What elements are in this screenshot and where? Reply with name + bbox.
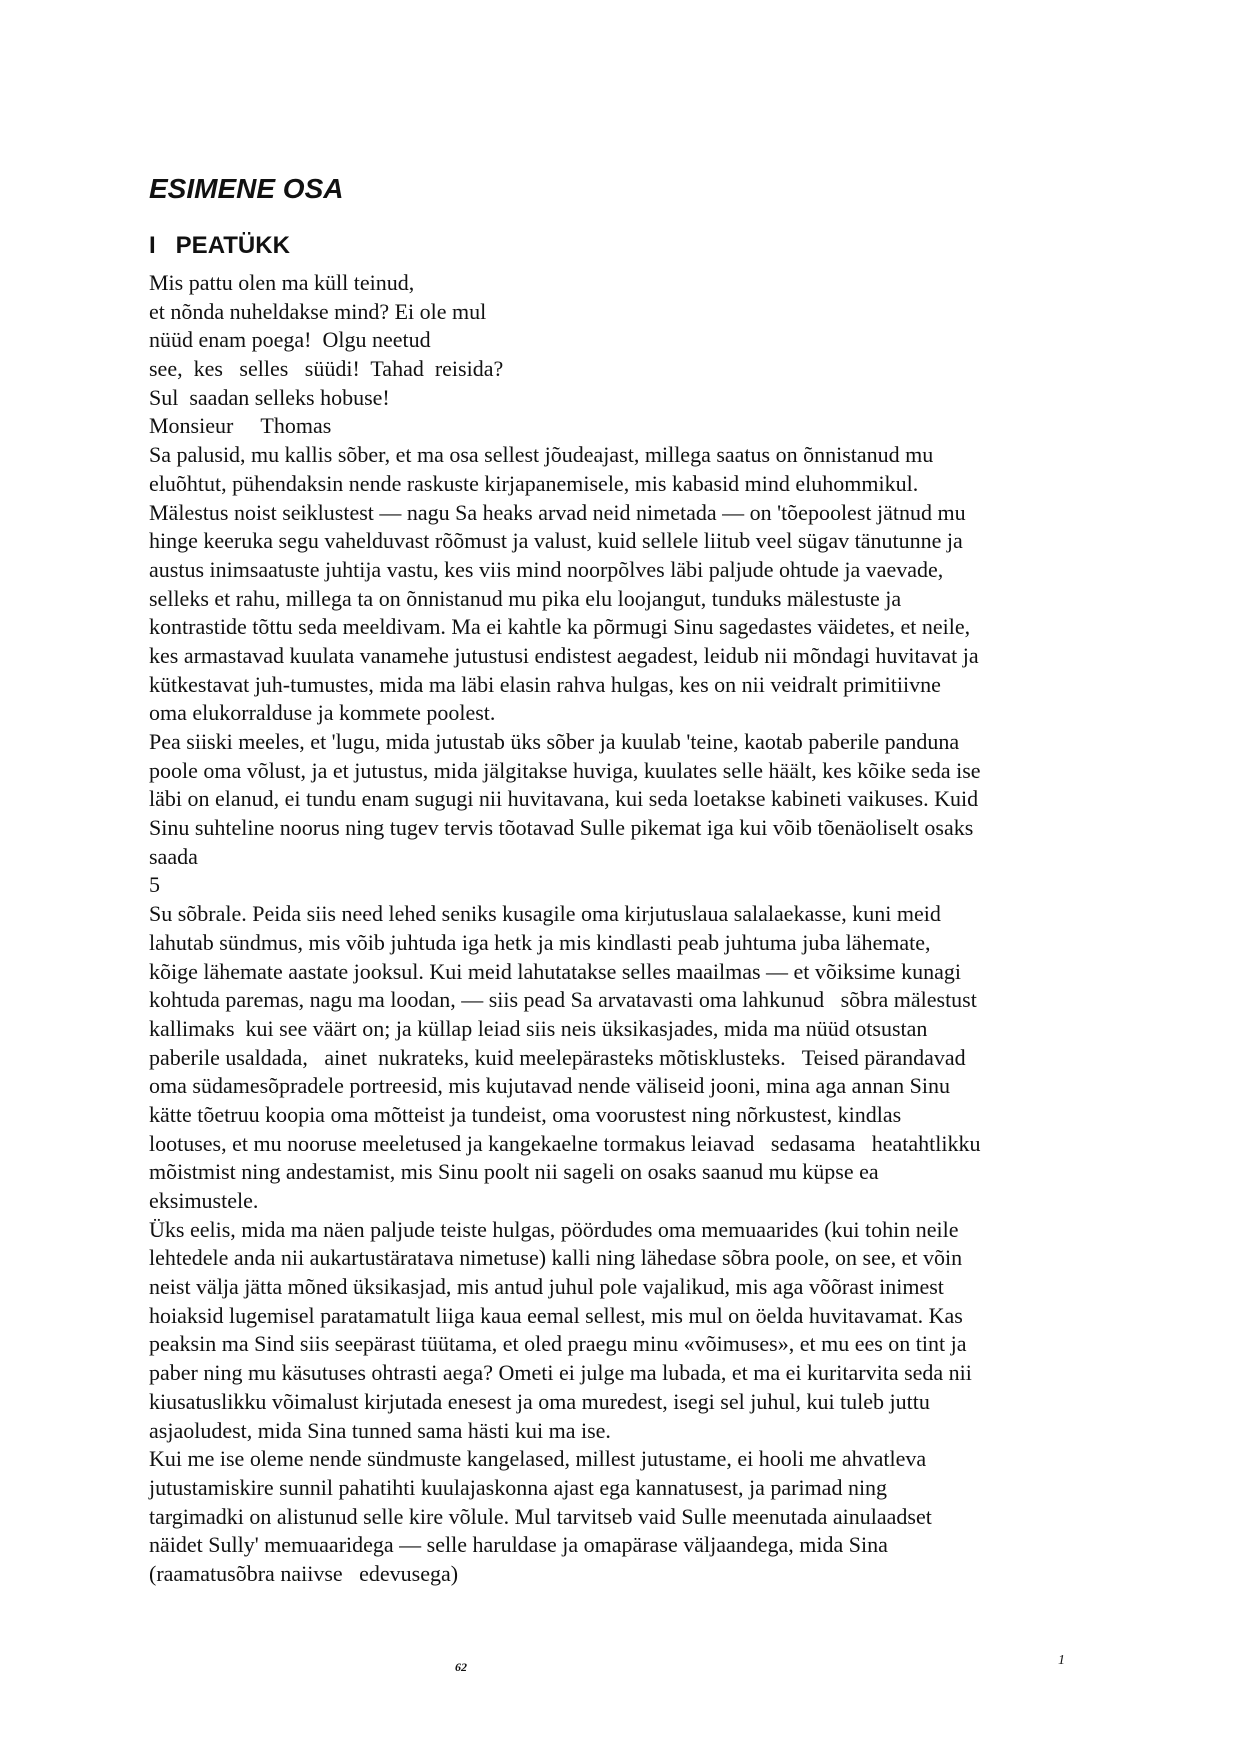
text-line: poole oma võlust, ja et jutustus, mida jälgitakse huviga, kuulates selle häält, kes kõike seda ise	[149, 757, 981, 783]
epigraph-line: et nõnda nuheldakse mind? Ei ole mul	[149, 298, 487, 324]
text-line: eluõhtut, pühendaksin nende raskuste kirjapanemisele, mis kabasid mind eluhommikul.	[149, 470, 919, 496]
text-line: kes armastavad kuulata vanamehe jutustusi endistest aegadest, leidub nii mõndagi huvitavat ja	[149, 642, 979, 668]
epigraph-line: Sul saadan selleks hobuse!	[149, 384, 390, 410]
text-line: kallimaks kui see väärt on; ja küllap leiad siis neis üksikasjades, mida ma nüüd otsustan	[149, 1015, 928, 1041]
text-line: selleks et rahu, millega ta on õnnistanud mu pika elu loojangut, tunduks mälestuste ja	[149, 585, 902, 611]
paragraph-3	[149, 900, 1149, 1216]
text-line: näidet Sully' memuaaridega — selle haruldase ja omapärase väljaandega, mida Sina	[149, 1532, 888, 1558]
text-line: eksimustele.	[149, 1188, 259, 1213]
paragraph-4	[149, 1216, 1149, 1446]
text-line: kõige lähemate aastate jooksul. Kui meid lahutatakse selles maailmas — et võiksime kunagi	[149, 958, 961, 984]
paragraph-2	[149, 728, 1149, 871]
text-line: paberile usaldada, ainet nukrateks, kuid meelepärasteks mõtisklusteks. Teised pärandavad	[149, 1044, 966, 1070]
text-line: Kui me ise oleme nende sündmuste kangelased, millest jutustame, ei hooli me ahvatleva	[149, 1446, 927, 1472]
part-title: ESIMENE OSA	[149, 173, 344, 204]
text-line: lehtedele anda nii aukartustäratava nimetuse) kalli ning lähedase sõbra poole, on see, et võin	[149, 1245, 963, 1271]
text-line: asjaoludest, mida Sina tunned sama hästi kui ma ise.	[149, 1417, 611, 1443]
footer-left-number: 62	[455, 1660, 467, 1674]
epigraph-line: Mis pattu olen ma küll teinud,	[149, 270, 415, 295]
text-line: kütkestavat juh-tumustes, mida ma läbi elasin rahva hulgas, kes on nii veidralt primitiivne	[149, 671, 941, 697]
text-line: paber ning mu käsutuses ohtrasti aega? Ometi ei julge ma lubada, et ma ei kuritarvita seda nii	[149, 1360, 972, 1386]
text-line: austus inimsaatuste juhtija vastu, kes viis mind noorpõlves läbi paljude ohtude ja vaevade,	[149, 556, 944, 582]
text-line: hinge keeruka segu vahelduvast rõõmust ja valust, kuid sellele liitub veel sügav tänutunne ja	[149, 528, 963, 554]
text-line: targimadki on alistunud selle kire võlule. Mul tarvitseb vaid Sulle meenutada ainulaadset	[149, 1503, 932, 1529]
page-marker: 5	[149, 872, 160, 898]
text-line: Su sõbrale. Peida siis need lehed seniks kusagile oma kirjutuslaua salalaekasse, kuni meid	[149, 901, 941, 927]
text-line: läbi on elanud, ei tundu enam sugugi nii huvitavana, kui seda loetakse kabineti vaikuses. Kuid	[149, 786, 979, 812]
text-line: Sa palusid, mu kallis sõber, et ma osa sellest jõudeajast, millega saatus on õnnistanud mu	[149, 442, 934, 468]
text-line: kiusatuslikku võimalust kirjutada enesest ja oma muredest, isegi sel juhul, kui tuleb juttu	[149, 1388, 930, 1414]
text-line: neist välja jätta mõned üksikasjad, mis antud juhul pole vajalikud, mis aga võõrast inimest	[149, 1274, 944, 1300]
epigraph-attribution: Monsieur Thomas	[149, 413, 332, 439]
paragraph-5	[149, 1445, 1149, 1588]
text-line: Pea siiski meeles, et 'lugu, mida jutustab üks sõber ja kuulab 'teine, kaotab paberile panduna	[149, 729, 960, 754]
text-line: oma südamesõpradele portreesid, mis kujutavad nende väliseid jooni, mina aga annan Sinu	[149, 1073, 950, 1099]
text-line: (raamatusõbra naiivse edevusega)	[149, 1560, 459, 1586]
paragraph-1	[149, 441, 1149, 728]
text-line: jutustamiskire sunnil pahatihti kuulajaskonna ajast ega kannatusest, ja parimad ning	[149, 1474, 888, 1500]
text-line: Sinu suhteline noorus ning tugev tervis tõotavad Sulle pikemat iga kui võib tõenäoliselt osaks	[149, 815, 974, 841]
text-line: kätte tõetruu koopia oma mõtteist ja tundeist, oma voorustest ning nõrkustest, kindlas	[149, 1101, 902, 1127]
text-line: lootuses, et mu nooruse meeletused ja kangekaelne tormakus leiavad sedasama heatahtlikku	[149, 1130, 981, 1156]
text-line: peaksin ma Sind siis seepärast tüütama, et oled praegu minu «võimuses», et mu ees on tint ja	[149, 1331, 967, 1357]
text-line: saada	[149, 843, 198, 869]
text-line: mõistmist ning andestamist, mis Sinu poolt nii sageli on osaks saanud mu küpse ea	[149, 1159, 879, 1185]
text-line: oma elukorralduse ja kommete poolest.	[149, 700, 496, 726]
epigraph	[149, 269, 1149, 441]
document-body	[149, 269, 1149, 1589]
epigraph-line: nüüd enam poega! Olgu neetud	[149, 327, 431, 353]
text-line: kontrastide tõttu seda meeldivam. Ma ei kahtle ka põrmugi Sinu sagedastes väidetes, et neile,	[149, 614, 971, 640]
footer-page-number: 1	[1058, 1653, 1065, 1668]
epigraph-line: see, kes selles süüdi! Tahad reisida?	[149, 356, 504, 382]
text-line: Mälestus noist seiklustest — nagu Sa heaks arvad neid nimetada — on 'tõepoolest jätnud mu	[149, 499, 966, 525]
text-line: Üks eelis, mida ma näen paljude teiste hulgas, pöördudes oma memuaarides (kui tohin neile	[149, 1216, 959, 1242]
text-line: kohtuda paremas, nagu ma loodan, — siis pead Sa arvatavasti oma lahkunud sõbra mälestust	[149, 987, 977, 1013]
chapter-title: I PEATÜKK	[149, 232, 290, 259]
text-line: hoiaksid lugemisel paratamatult liiga kaua eemal sellest, mis mul on öelda huvitavamat. Kas	[149, 1302, 963, 1328]
text-line: lahutab sündmus, mis võib juhtuda iga hetk ja mis kindlasti peab juhtuma juba lähemate,	[149, 929, 931, 955]
